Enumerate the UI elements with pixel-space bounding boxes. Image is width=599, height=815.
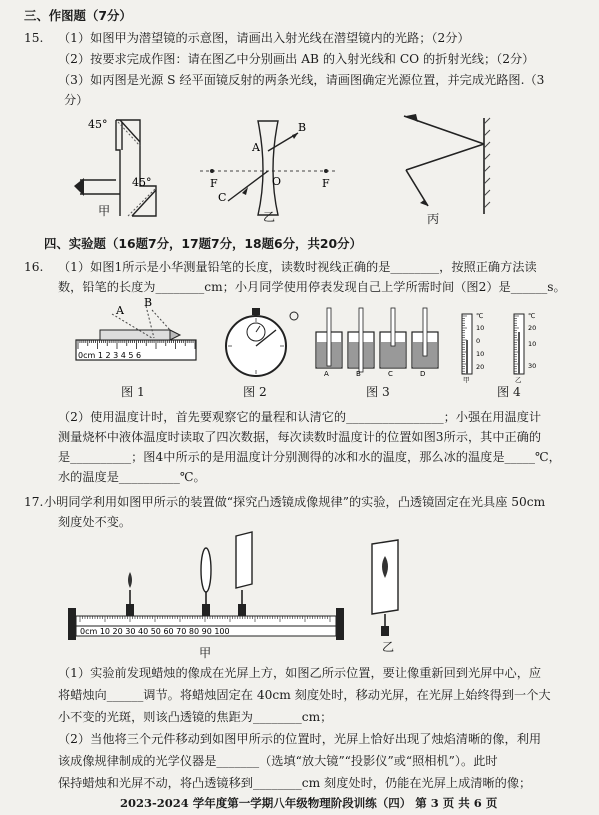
lens-label-F-left: F [210,177,218,190]
lens-label-A: A [252,141,260,154]
fig1-caption: 图 1 [121,385,145,399]
q16-part2-line4: 水的温度是__________℃。 [58,470,206,484]
q17-line1: 小明同学利用如图甲所示的装置做“探究凸透镜成像规律”的实验，凸透镜固定在光具座 50cm [44,495,546,509]
fig3-caption: 图 3 [366,385,390,399]
q15-part3-line2: 分） [64,93,89,107]
section3-title: 三、作图题（7分） [24,8,132,23]
q17-part1-line3: 小不变的光斑，则该凸透镜的焦距为________cm； [58,710,333,724]
q15-part3-line1: （3）如丙图是光源 S 经平面镜反射的两条光线，请画图确定光源位置，并完成光路图.（3 [58,73,545,87]
beaker-label-C: C [388,370,393,378]
therm-left-unit: ℃ [476,312,484,320]
fig2-caption: 图 2 [243,385,267,399]
therm-left-tick-3: 20 [476,363,485,371]
lens-label-O: O [272,175,282,188]
angle-bottom-label: 45° [132,176,152,189]
q15-number: 15. [24,31,44,45]
page-footer: 2023-2024 学年度第一学期八年级物理阶段训练（四） 第 3 页 共 6 页 [120,796,498,810]
therm-left-tick-2: 10 [476,350,485,358]
therm-right-tick-2: 30 [528,362,537,370]
beaker-label-D: D [420,370,426,378]
figure-beakers [312,306,452,378]
q17-part1-line2: 将蜡烛向______调节。将蜡烛固定在 40cm 刻度处时，移动光屏，在光屏上始终得到一个大 [58,688,551,702]
figure-bing-caption: 丙 [427,212,440,226]
section4-title: 四、实验题（16题7分，17题7分，18题6分，共20分） [44,236,362,251]
therm-right-tick-1: 10 [528,340,537,348]
bench-scale: 0cm 10 20 30 40 50 60 70 80 90 100 [80,627,230,636]
screen-caption: 乙 [382,640,395,654]
ruler-scale: 0cm 1 2 3 4 5 6 [78,351,142,360]
q17-part1-line1: （1）实验前发现蜡烛的像成在光屏上方，如图乙所示位置，要让像重新回到光屏中心，应 [58,666,542,680]
therm-right-tick-0: 20 [528,324,537,332]
therm-label-jia: 甲 [463,376,470,384]
figure-periscope [60,108,180,223]
q17-line2: 刻度处不变。 [58,515,132,529]
q17-part2-line2: 该成像规律制成的光学仪器是_______（选填“放大镜”“投影仪”或“照相机”）。此时 [58,754,498,768]
angle-top-label: 45° [88,118,108,131]
figure-mirror [388,110,498,220]
ruler-view-A: A [116,304,124,317]
q16-part2-line2: 测量烧杯中液体温度时读取了四次数据，每次读数时温度计的位置如图3所示，其中正确的 [58,430,542,444]
beaker-label-B: B [356,370,361,378]
figure-screen-image [362,540,408,650]
q16-part2-line3: 是__________；图4中所示的是用温度计分别测得的冰和水的温度，那么冰的温度是_____℃， [58,450,561,464]
q15-part2: （2）按要求完成作图：请在图乙中分别画出 AB 的入射光线和 CO 的折射光线；（2分） [58,52,535,66]
q16-part1-line1: （1）如图1所示是小华测量铅笔的长度，读数时视线正确的是________，按照正确方法读 [58,260,537,274]
beaker-label-A: A [324,370,329,378]
q16-part2-line1: （2）使用温度计时，首先要观察它的量程和认清它的________________；小强在用温度计 [58,410,542,424]
figure-thermometers [454,310,544,382]
therm-left-tick-0: 10 [476,324,485,332]
figure-stopwatch [210,302,300,378]
fig4-caption: 图 4 [497,385,521,399]
lens-label-F-right: F [322,177,330,190]
figure-optical-bench [60,530,360,650]
q17-part2-line3: 保持蜡烛和光屏不动，将凸透镜移到________cm 刻度处时，仍能在光屏上成清晰的像； [58,776,532,790]
q17-number: 17. [24,495,44,509]
therm-right-unit: ℃ [528,312,536,320]
therm-label-yi: 乙 [515,376,522,384]
figure-yi-caption: 乙 [263,210,276,224]
figure-jia-caption: 甲 [98,204,111,218]
lens-label-C: C [218,191,227,204]
ruler-view-B: B [144,296,153,309]
lens-label-B: B [298,121,307,134]
q16-number: 16. [24,260,44,274]
q15-part1: （1）如图甲为潜望镜的示意图，请画出入射光线在潜望镜内的光路；（2分） [58,31,470,45]
figure-ruler [72,296,202,368]
bench-caption: 甲 [199,646,212,660]
q17-part2-line1: （2）当他将三个元件移动到如图甲所示的位置时，光屏上恰好出现了烛焰清晰的像，利用 [58,732,542,746]
figure-lens [198,115,338,220]
q16-part1-line2: 数，铅笔的长度为________cm；小月同学使用停表发现自己上学所需时间（图2）是______s。 [58,280,566,294]
therm-left-tick-1: 0 [476,337,481,345]
